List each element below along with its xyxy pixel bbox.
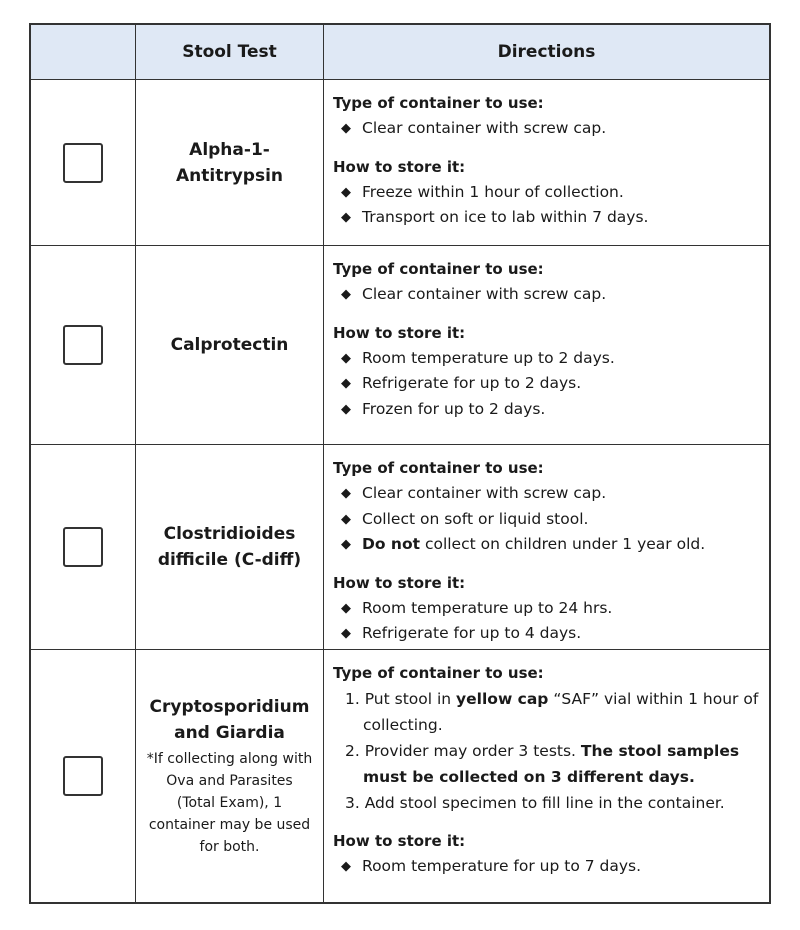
- store-label: How to store it:: [333, 573, 466, 592]
- bullet-icon: ◆: [341, 376, 351, 391]
- checkbox[interactable]: [63, 756, 103, 796]
- checkbox[interactable]: [63, 527, 103, 567]
- bullet-icon: ◆: [341, 210, 351, 225]
- list-item: ◆ Refrigerate for up to 4 days.: [341, 621, 761, 647]
- container-label: Type of container to use:: [333, 664, 544, 682]
- bullet-icon: ◆: [341, 121, 351, 136]
- stool-test-table: [29, 23, 771, 904]
- table-header-row: [31, 25, 769, 80]
- table-row: [31, 246, 769, 445]
- bullet-icon: ◆: [341, 401, 351, 417]
- test-name: Calprotectin: [170, 335, 289, 355]
- table-row: [31, 445, 769, 650]
- directions-cell: [324, 445, 769, 649]
- bullet-icon: ◆: [341, 486, 351, 501]
- list-item: ◆ Clear container with screw cap.: [341, 282, 761, 308]
- list-item: ◆ Frozen for up to 2 days.: [341, 397, 761, 423]
- store-label: How to store it:: [333, 157, 466, 176]
- test-name: Alpha-1-Antitrypsin: [175, 139, 284, 186]
- list-item: ◆ Collect on soft or liquid stool.: [341, 507, 761, 533]
- list-item: ◆ Refrigerate for up to 2 days.: [341, 371, 761, 397]
- bullet-icon: ◆: [341, 859, 351, 874]
- list-item: 3. Add stool specimen to fill line in the container.: [345, 794, 725, 812]
- list-item: ◆ Room temperature for up to 7 days.: [341, 854, 761, 880]
- list-item: 1. Put stool in yellow cap “SAF” vial within 1 hour of collecting.: [345, 690, 759, 734]
- list-item: ◆ Room temperature up to 2 days.: [341, 346, 761, 372]
- list-item: ◆ Clear container with screw cap.: [341, 481, 761, 507]
- directions-cell: [324, 80, 769, 245]
- bullet-icon: ◆: [341, 537, 351, 552]
- list-item: ◆ Room temperature up to 24 hrs.: [341, 596, 761, 622]
- table-row: [31, 650, 769, 902]
- checkbox[interactable]: [63, 325, 103, 365]
- list-item: 2. Provider may order 3 tests. The stool samples must be collected on 3 different days.: [345, 742, 740, 786]
- bullet-icon: ◆: [341, 350, 351, 366]
- container-label: Type of container to use:: [333, 94, 544, 112]
- container-label: Type of container to use:: [333, 459, 544, 477]
- list-item: ◆ Do not collect on children under 1 year old.: [341, 532, 761, 558]
- test-name: Clostridioides difficile (C-diff): [157, 524, 302, 570]
- header-stool-test: Stool Test: [136, 25, 324, 79]
- bullet-icon: ◆: [341, 511, 351, 527]
- test-note: *If collecting along with Ova and Parasites (Total Exam), 1 container may be used for both.: [146, 751, 313, 855]
- header-checkbox-cell: [31, 25, 136, 79]
- checkbox[interactable]: [63, 143, 103, 183]
- list-item: ◆ Clear container with screw cap.: [341, 116, 761, 142]
- header-directions: Directions: [497, 42, 596, 62]
- container-label: Type of container to use:: [333, 260, 544, 278]
- bullet-icon: ◆: [341, 600, 351, 616]
- table-row: [31, 80, 769, 246]
- list-item: ◆ Transport on ice to lab within 7 days.: [341, 205, 761, 231]
- bullet-icon: ◆: [341, 287, 351, 302]
- bullet-icon: ◆: [341, 184, 351, 200]
- bullet-icon: ◆: [341, 626, 351, 641]
- store-label: How to store it:: [333, 323, 466, 342]
- store-label: How to store it:: [333, 832, 466, 850]
- directions-cell: [324, 246, 769, 444]
- list-item: ◆ Freeze within 1 hour of collection.: [341, 180, 761, 206]
- test-name: Cryptosporidium and Giardia: [149, 697, 310, 743]
- directions-cell: [324, 650, 769, 902]
